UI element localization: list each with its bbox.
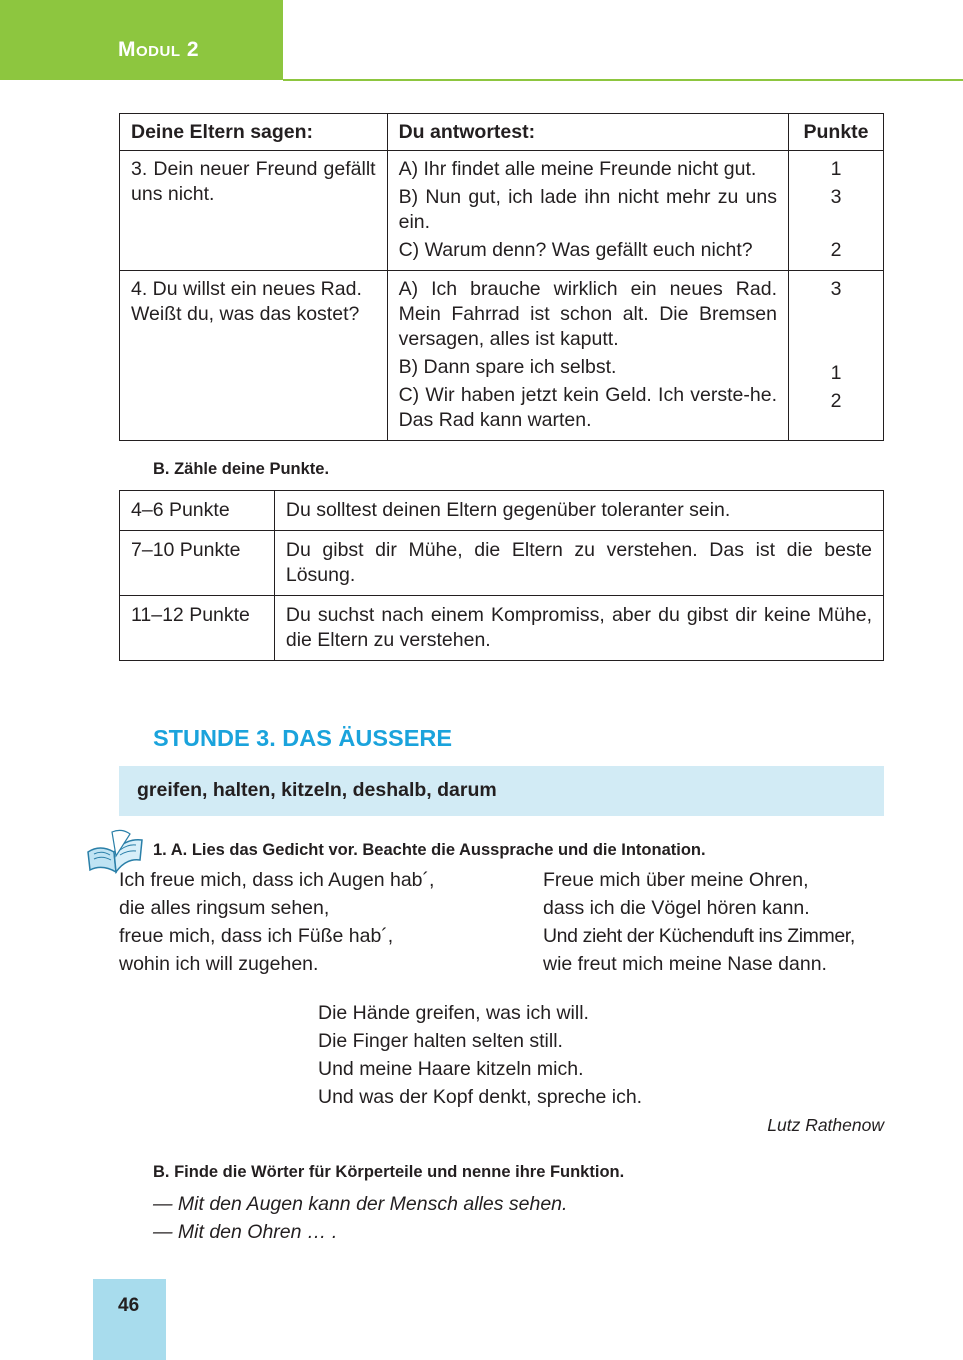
vocabulary-box: [119, 766, 884, 816]
score-range: 11–12 Punkte: [120, 596, 275, 661]
example-line: — Mit den Ohren … .: [153, 1221, 338, 1243]
poem-line: Die Hände greifen, was ich will.: [318, 1002, 589, 1024]
score-table: [119, 490, 884, 661]
points-cell: [789, 151, 884, 271]
score-range: 4–6 Punkte: [120, 491, 275, 531]
example-lines: [153, 1190, 567, 1246]
answer-option: A) Ihr findet alle meine Freunde nicht gut.: [398, 158, 757, 180]
poem-line: die alles ringsum sehen,: [119, 897, 330, 919]
answers-cell: [387, 271, 788, 441]
poem-stanza-3: [318, 999, 642, 1111]
points-value: 1: [830, 362, 842, 384]
table-row: [120, 271, 884, 441]
module-header-tab: [0, 0, 283, 80]
points-value: 1: [830, 158, 842, 180]
score-range: 7–10 Punkte: [120, 531, 275, 596]
points-value: 2: [830, 239, 842, 261]
task-1a-instruction: 1. A. Lies das Gedicht vor. Beachte die Aussprache und die Intonation.: [153, 841, 706, 859]
table-row: [120, 151, 884, 271]
example-line: — Mit den Augen kann der Mensch alles sehen.: [153, 1193, 568, 1215]
answer-option: B) Dann spare ich selbst.: [398, 356, 617, 378]
page-number-box: [93, 1279, 166, 1360]
table-header-row: [120, 114, 884, 151]
points-cell: [789, 271, 884, 441]
header-rule: [283, 79, 963, 81]
score-text: Du gibst dir Mühe, die Eltern zu verstehen. Das ist die beste Lösung.: [274, 531, 883, 596]
task-b-instruction: B. Zähle deine Punkte.: [153, 460, 330, 478]
answer-option: B) Nun gut, ich lade ihn nicht mehr zu uns ein.: [398, 186, 777, 233]
points-value: 3: [830, 278, 842, 300]
poem-stanza-1: [119, 866, 434, 978]
module-label: Modul 2: [118, 38, 200, 61]
poem-line: wie freut mich meine Nase dann.: [543, 953, 827, 975]
points-value: 3: [830, 186, 842, 208]
points-value: 2: [830, 390, 842, 412]
poem-stanza-2: [543, 866, 855, 978]
poem-line: Ich freue mich, dass ich Augen hab´,: [119, 869, 435, 891]
poem-line: Und zieht der Küchenduft ins Zimmer,: [543, 925, 855, 947]
table-row: [120, 491, 884, 531]
table-row: [120, 596, 884, 661]
prompt-cell: 3. Dein neuer Freund gefällt uns nicht.: [120, 151, 388, 271]
poem-line: Freue mich über meine Ohren,: [543, 869, 809, 891]
task-1b-instruction: B. Finde die Wörter für Körperteile und nenne ihre Funktion.: [153, 1163, 625, 1181]
section-title: STUNDE 3. DAS ÄUSSERE: [153, 725, 453, 751]
score-text: Du suchst nach einem Kompromiss, aber du gibst dir keine Mühe, die Eltern zu verstehen.: [274, 596, 883, 661]
table-row: [120, 531, 884, 596]
quiz-table: [119, 113, 884, 441]
poem-line: Die Finger halten selten still.: [318, 1030, 563, 1052]
column-header: Du antwortest:: [387, 114, 788, 151]
answer-option: C) Wir haben jetzt kein Geld. Ich verste-he. Das Rad kann warten.: [398, 384, 777, 431]
column-header: Deine Eltern sagen:: [120, 114, 388, 151]
poem-author: Lutz Rathenow: [767, 1115, 884, 1135]
poem-line: Und meine Haare kitzeln mich.: [318, 1058, 584, 1080]
answers-cell: [387, 151, 788, 271]
answer-option: A) Ich brauche wirklich ein neues Rad. Mein Fahrrad ist schon alt. Die Bremsen versagen, alles ist kaputt.: [398, 278, 777, 350]
column-header: Punkte: [789, 114, 884, 151]
answer-option: C) Warum denn? Was gefällt euch nicht?: [398, 239, 753, 261]
poem-line: Und was der Kopf denkt, spreche ich.: [318, 1086, 643, 1108]
poem-line: dass ich die Vögel hören kann.: [543, 897, 810, 919]
page-number: 46: [118, 1295, 140, 1316]
prompt-cell: 4. Du willst ein neues Rad. Weißt du, was das kostet?: [120, 271, 388, 441]
poem-line: wohin ich will zugehen.: [119, 953, 319, 975]
vocabulary-list: greifen, halten, kitzeln, deshalb, darum: [137, 779, 497, 801]
score-text: Du solltest deinen Eltern gegenüber toleranter sein.: [274, 491, 883, 531]
poem-line: freue mich, dass ich Füße hab´,: [119, 925, 394, 947]
